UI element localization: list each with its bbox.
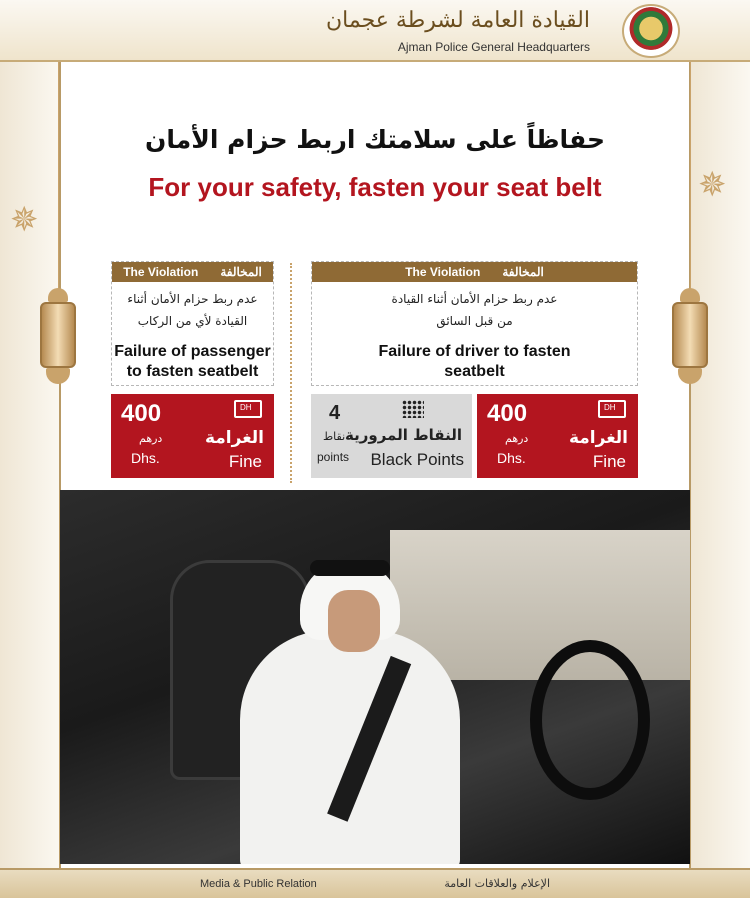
passenger-fine-tile — [111, 394, 274, 478]
passenger-desc-en-1: Failure of passenger — [114, 343, 271, 360]
points-unit-ar: نقاط — [323, 430, 346, 443]
passenger-desc-ar-2: القيادة لأي من الركاب — [137, 314, 248, 328]
currency-en: Dhs. — [497, 450, 526, 466]
passenger-desc-ar — [112, 288, 273, 332]
lantern-icon — [670, 288, 710, 388]
fine-amount: 400 — [487, 400, 528, 427]
header-title-ar: القيادة العامة لشرطة عجمان — [326, 8, 590, 33]
fine-label-ar: الغرامة — [568, 428, 628, 448]
passenger-violation-panel — [111, 261, 274, 386]
dots-icon — [402, 400, 424, 418]
points-count: 4 — [329, 402, 341, 424]
driver-desc-en-2: seatbelt — [444, 363, 505, 380]
driver-desc-en-1: Failure of driver to fasten — [378, 343, 571, 360]
headline-en: For your safety, fasten your seat belt — [148, 172, 602, 202]
driver-photo — [60, 490, 690, 864]
fine-label-ar: الغرامة — [204, 428, 264, 448]
panel-divider — [290, 263, 294, 483]
header — [0, 0, 750, 62]
agal — [310, 560, 390, 576]
lantern-string — [690, 60, 691, 290]
currency-ar: درهم — [505, 432, 529, 445]
emblem-icon — [622, 4, 680, 58]
header-title-en: Ajman Police General Headquarters — [397, 40, 590, 54]
driver-desc-en — [312, 342, 637, 382]
points-label-en: Black Points — [370, 450, 464, 469]
points-unit-en: points — [317, 450, 350, 464]
money-icon — [598, 400, 626, 418]
driver-desc-ar-1: عدم ربط حزام الأمان أثناء القيادة — [391, 292, 558, 306]
passenger-desc-en — [112, 342, 273, 382]
fine-label-en: Fine — [592, 452, 626, 471]
driver-desc-ar — [312, 288, 637, 332]
passenger-desc-ar-1: عدم ربط حزام الأمان أثناء — [127, 292, 258, 306]
footer-ar: الإعلام والعلاقات العامة — [444, 877, 550, 890]
driver-desc-ar-2: من قبل السائق — [436, 314, 513, 328]
lantern-string — [58, 60, 59, 290]
right-frame — [690, 0, 750, 898]
steering-wheel — [530, 640, 650, 800]
person-body — [240, 630, 460, 864]
currency-ar: درهم — [139, 432, 163, 445]
fine-amount: 400 — [121, 400, 162, 427]
left-frame — [0, 0, 60, 898]
fine-label-en: Fine — [228, 452, 262, 471]
violation-bar — [312, 262, 637, 282]
violation-bar — [112, 262, 273, 282]
driver-fine-tile — [477, 394, 638, 478]
star-icon: ✵ — [698, 165, 727, 205]
driver-points-tile — [311, 394, 472, 478]
violation-bar-ar: المخالفة — [502, 265, 544, 279]
violation-bar-ar: المخالفة — [220, 265, 262, 279]
passenger-desc-en-2: to fasten seatbelt — [126, 363, 259, 380]
footer — [0, 868, 750, 898]
currency-en: Dhs. — [131, 450, 160, 466]
star-icon: ✵ — [10, 200, 39, 240]
face — [328, 590, 380, 652]
violation-bar-en: The Violation — [405, 265, 481, 279]
headline-ar: حفاظاً على سلامتك اربط حزام الأمان — [145, 125, 605, 154]
footer-en: Media & Public Relation — [200, 878, 317, 890]
money-icon — [234, 400, 262, 418]
points-label-ar: النقاط المرورية — [345, 426, 462, 444]
violation-bar-en: The Violation — [123, 265, 199, 279]
driver-violation-panel — [311, 261, 638, 386]
lantern-icon — [38, 288, 78, 388]
